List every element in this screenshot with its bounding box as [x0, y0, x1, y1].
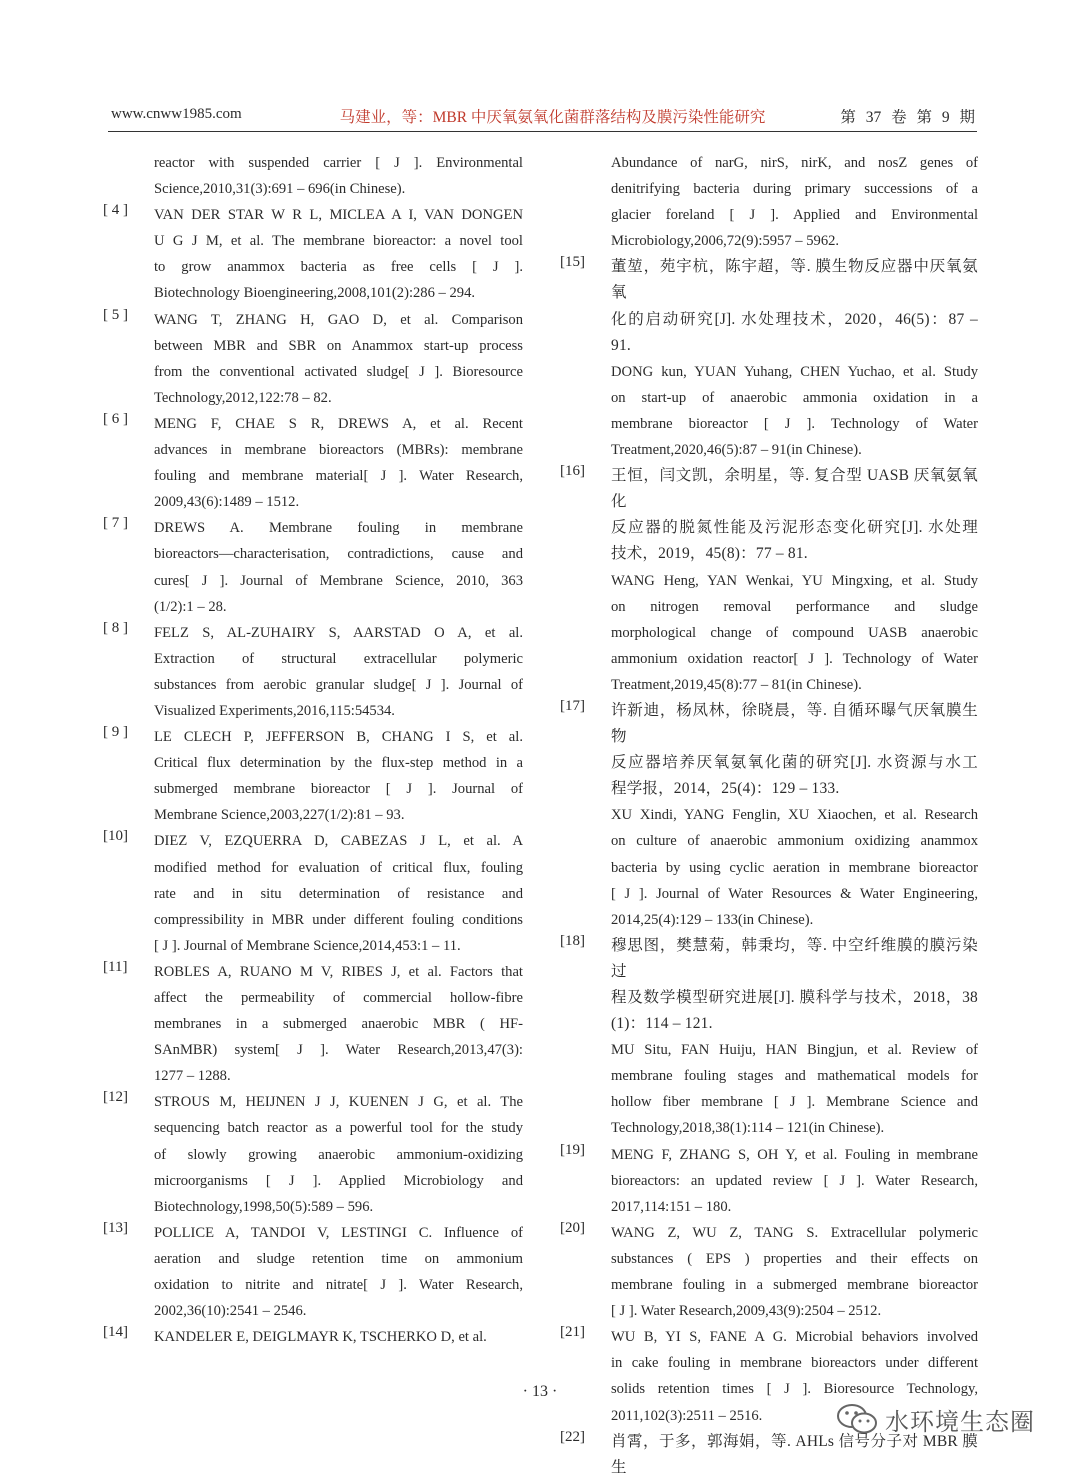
- reference-line: 2014,25(4):129 – 133(in Chinese).: [611, 911, 814, 928]
- reference-line: FELZ S, AL-ZUHAIRY S, AARSTAD O A, et al.: [154, 624, 523, 641]
- reference-line-cn: 王恒，闫文凯，余明星，等. 复合型 UASB 厌氧氨氧化: [611, 467, 978, 511]
- reference-line: modified method for evaluation of critical flux, fouling: [154, 859, 523, 876]
- reference-number: [17]: [560, 697, 585, 714]
- reference-line: WANG Heng, YAN Wenkai, YU Mingxing, et al. Study: [611, 572, 978, 589]
- reference-line: [ J ]. Journal of Membrane Science,2014,453:1 – 11.: [154, 937, 461, 954]
- reference-line: glacier foreland [ J ]. Applied and Environmental: [611, 207, 978, 224]
- reference-line: DONG kun, YUAN Yuhang, CHEN Yuchao, et al. Study: [611, 363, 978, 380]
- reference-line: microorganisms [ J ]. Applied Microbiology and: [154, 1172, 523, 1189]
- reference-number: [12]: [103, 1089, 128, 1106]
- reference-line: from the conventional activated sludge[ J ]. Bioresource: [154, 363, 523, 380]
- reference-item: [103, 1089, 523, 1219]
- reference-line: STROUS M, HEIJNEN J J, KUENEN J G, et al. The: [154, 1094, 523, 1111]
- reference-line-cn: 91.: [611, 336, 631, 354]
- reference-line: WANG Z, WU Z, TANG S. Extracellular polymeric: [611, 1224, 978, 1241]
- reference-number: [21]: [560, 1324, 585, 1341]
- reference-line: substances from aerobic granular sludge[ J ]. Journal of: [154, 676, 523, 693]
- reference-item: [103, 828, 523, 958]
- reference-line: denitrifying bacteria during primary successions of a: [611, 181, 978, 198]
- reference-number: [ 4 ]: [103, 202, 128, 219]
- reference-line-cn: 穆思图，樊慧菊，韩秉均，等. 中空纤维膜的膜污染过: [611, 936, 978, 980]
- reference-item: [560, 933, 978, 1142]
- reference-item: [103, 1220, 523, 1324]
- watermark-text: 水环境生态圈: [885, 1407, 1035, 1436]
- reference-line: sequencing batch reactor as a powerful tool for the study: [154, 1120, 523, 1137]
- reference-line: bioreactors: an updated review [ J ]. Water Research,: [611, 1172, 978, 1189]
- reference-number: [ 8 ]: [103, 619, 128, 636]
- reference-line-cn: 肖霄，于多，郭海娟，等. AHLs 信号分子对 MBR 膜生: [611, 1432, 978, 1476]
- reference-line: membrane bioreactor [ J ]. Technology of Water: [611, 415, 978, 432]
- reference-line: KANDELER E, DEIGLMAYR K, TSCHERKO D, et al.: [154, 1329, 487, 1346]
- reference-line: membrane fouling stages and mathematical models for: [611, 1068, 978, 1085]
- running-header: [108, 104, 977, 128]
- reference-line: hollow fiber membrane [ J ]. Membrane Science and: [611, 1094, 978, 1111]
- reference-line-cn: 反应器培养厌氧氨氧化菌的研究[J]. 水资源与水工: [611, 754, 978, 772]
- reference-number: [11]: [103, 958, 128, 975]
- reference-line: XU Xindi, YANG Fenglin, XU Xiaochen, et al. Research: [611, 807, 978, 824]
- reference-item: [103, 202, 523, 306]
- reference-item: [103, 1324, 523, 1350]
- volume-issue: 第 37 卷 第 9 期: [840, 109, 975, 126]
- reference-line: fouling and membrane material[ J ]. Water Research,: [154, 468, 523, 485]
- reference-line: Membrane Science,2003,227(1/2):81 – 93.: [154, 807, 405, 824]
- reference-line: (1/2):1 – 28.: [154, 598, 227, 615]
- reference-line: ROBLES A, RUANO M V, RIBES J, et al. Factors that: [154, 963, 523, 980]
- reference-line: rate and in situ determination of resistance and: [154, 885, 523, 902]
- reference-number: [15]: [560, 254, 585, 271]
- reference-line: Microbiology,2006,72(9):5957 – 5962.: [611, 233, 840, 250]
- reference-line: advances in membrane bioreactors (MBRs): membrane: [154, 442, 523, 459]
- reference-line: on culture of anaerobic ammonium oxidizing anammox: [611, 833, 978, 850]
- reference-line: reactor with suspended carrier [ J ]. Environmental: [154, 155, 523, 171]
- reference-line-cn: 技术，2019，45(8)：77 – 81.: [611, 545, 808, 563]
- reference-line: LE CLECH P, JEFFERSON B, CHANG I S, et al.: [154, 729, 523, 746]
- reference-number: [ 9 ]: [103, 724, 128, 741]
- reference-number: [13]: [103, 1219, 128, 1236]
- reference-line: Technology,2012,122:78 – 82.: [154, 389, 332, 406]
- reference-line: WU B, YI S, FANE A G. Microbial behaviors involved: [611, 1329, 978, 1346]
- reference-number: [22]: [560, 1428, 585, 1445]
- reference-line-cn: 程及数学模型研究进展[J]. 膜科学与技术，2018，38: [611, 989, 978, 1006]
- reference-item: [103, 515, 523, 619]
- reference-line: submerged membrane bioreactor [ J ]. Journal of: [154, 781, 523, 798]
- reference-line: 1277 – 1288.: [154, 1068, 231, 1085]
- reference-line: affect the permeability of commercial hollow-fibre: [154, 990, 523, 1006]
- right-column-references: [560, 150, 978, 1481]
- reference-line: [ J ]. Journal of Water Resources & Water Engineering,: [611, 885, 978, 902]
- reference-item: [103, 620, 523, 724]
- reference-line: 2002,36(10):2541 – 2546.: [154, 1303, 307, 1320]
- reference-line-cn: (1)：114 – 121.: [611, 1015, 713, 1033]
- reference-line: ammonium oxidation reactor[ J ]. Technology of Water: [611, 650, 978, 667]
- reference-line: WANG T, ZHANG H, GAO D, et al. Comparison: [154, 311, 523, 328]
- watermark: [835, 1396, 1050, 1442]
- reference-number: [ 7 ]: [103, 515, 128, 532]
- reference-number: [ 6 ]: [103, 410, 128, 427]
- reference-item: [560, 698, 978, 933]
- reference-line: morphological change of compound UASB anaerobic: [611, 624, 978, 641]
- header-divider: [108, 131, 977, 132]
- reference-item: [560, 1220, 978, 1324]
- reference-line: SAnMBR) system[ J ]. Water Research,2013,47(3):: [154, 1042, 523, 1059]
- reference-number: [10]: [103, 828, 128, 845]
- reference-line: solids retention times [ J ]. Bioresource Technology,: [611, 1381, 978, 1398]
- reference-line: Technology,2018,38(1):114 – 121(in Chinese).: [611, 1120, 885, 1137]
- reference-number: [16]: [560, 463, 585, 480]
- reference-item: [103, 959, 523, 1089]
- reference-number: [20]: [560, 1219, 585, 1236]
- reference-number: [ 5 ]: [103, 306, 128, 323]
- reference-line: VAN DER STAR W R L, MICLEA A I, VAN DONGEN: [154, 207, 523, 224]
- reference-number: [18]: [560, 932, 585, 949]
- reference-item: [560, 254, 978, 463]
- reference-line: U G J M, et al. The membrane bioreactor: a novel tool: [154, 233, 523, 250]
- reference-line: MENG F, CHAE S R, DREWS A, et al. Recent: [154, 415, 523, 432]
- journal-website: www.cnww1985.com: [111, 106, 242, 122]
- wechat-icon: [835, 1401, 879, 1437]
- reference-line: 2017,114:151 – 180.: [611, 1198, 732, 1215]
- reference-line: Visualized Experiments,2016,115:54534.: [154, 702, 395, 719]
- reference-line: compressibility in MBR under different fouling conditions: [154, 911, 523, 928]
- reference-line: MU Situ, FAN Huiju, HAN Bingjun, et al. Review of: [611, 1042, 978, 1059]
- reference-item: [103, 411, 523, 515]
- reference-line: Biotechnology Bioengineering,2008,101(2):286 – 294.: [154, 285, 476, 302]
- reference-line: in cake fouling in membrane bioreactors under different: [611, 1355, 978, 1372]
- reference-line: 2009,43(6):1489 – 1512.: [154, 494, 300, 511]
- reference-line: Biotechnology,1998,50(5):589 – 596.: [154, 1198, 374, 1215]
- reference-line: cures[ J ]. Journal of Membrane Science, 2010, 363: [154, 572, 523, 589]
- reference-line: oxidation to nitrite and nitrate[ J ]. Water Research,: [154, 1277, 523, 1294]
- reference-line: DREWS A. Membrane fouling in membrane: [154, 520, 523, 537]
- reference-number: [19]: [560, 1141, 585, 1158]
- reference-line: POLLICE A, TANDOI V, LESTINGI C. Influence of: [154, 1224, 523, 1241]
- reference-item: [560, 1142, 978, 1220]
- reference-item: [103, 307, 523, 411]
- reference-line: aeration and sludge retention time on ammonium: [154, 1250, 523, 1267]
- reference-line: MENG F, ZHANG S, OH Y, et al. Fouling in membrane: [611, 1146, 978, 1163]
- reference-line: to grow anammox bacteria as free cells [ J ].: [154, 259, 523, 276]
- reference-line: between MBR and SBR on Anammox start-up process: [154, 337, 523, 354]
- reference-item: [560, 150, 978, 254]
- reference-line: Treatment,2020,46(5):87 – 91(in Chinese).: [611, 442, 862, 459]
- reference-line-cn: 许新迪，杨凤林，徐晓晨，等. 自循环曝气厌氧膜生物: [611, 701, 978, 746]
- reference-line: on nitrogen removal performance and sludge: [611, 598, 978, 615]
- reference-line: 2011,102(3):2511 – 2516.: [611, 1407, 763, 1424]
- reference-item: [103, 150, 523, 202]
- reference-line-cn: 程学报，2014，25(4)：129 – 133.: [611, 780, 840, 798]
- reference-number: [14]: [103, 1324, 128, 1341]
- running-title: 马建业，等：MBR 中厌氧氨氧化菌群落结构及膜污染性能研究: [339, 109, 766, 126]
- reference-line: Treatment,2019,45(8):77 – 81(in Chinese).: [611, 676, 862, 693]
- reference-line: Critical flux determination by the flux-step method in a: [154, 755, 523, 772]
- reference-line: Science,2010,31(3):691 – 696(in Chinese).: [154, 181, 406, 198]
- reference-line: of slowly growing anaerobic ammonium-oxidizing: [154, 1146, 523, 1163]
- reference-line-cn: 董堃，苑宇杭，陈宇超，等. 膜生物反应器中厌氧氨氧: [611, 258, 978, 302]
- reference-line: [ J ]. Water Research,2009,43(9):2504 – 2512.: [611, 1303, 882, 1320]
- reference-line: on start-up of anaerobic ammonia oxidation in a: [611, 389, 978, 406]
- reference-line: bioreactors—characterisation, contradictions, cause and: [154, 546, 523, 563]
- reference-line: DIEZ V, EZQUERRA D, CABEZAS J L, et al. A: [154, 833, 523, 850]
- reference-line: bacteria by using cyclic aeration in membrane bioreactor: [611, 859, 978, 876]
- reference-line-cn: 反应器的脱氮性能及污泥形态变化研究[J]. 水处理: [611, 519, 978, 537]
- reference-line: Abundance of narG, nirS, nirK, and nosZ genes of: [611, 155, 978, 171]
- left-column-references: [103, 150, 523, 1350]
- reference-item: [560, 463, 978, 698]
- reference-line: Extraction of structural extracellular polymeric: [154, 650, 523, 667]
- reference-item: [103, 724, 523, 828]
- reference-line: membranes in a submerged anaerobic MBR ( HF-: [154, 1016, 523, 1033]
- reference-line: membrane fouling in a submerged membrane bioreactor: [611, 1277, 978, 1294]
- reference-line: substances ( EPS ) properties and their effects on: [611, 1250, 978, 1267]
- page-number: · 13 ·: [522, 1383, 558, 1400]
- reference-line-cn: 化的启动研究[J]. 水处理技术，2020，46(5)：87 –: [611, 310, 978, 328]
